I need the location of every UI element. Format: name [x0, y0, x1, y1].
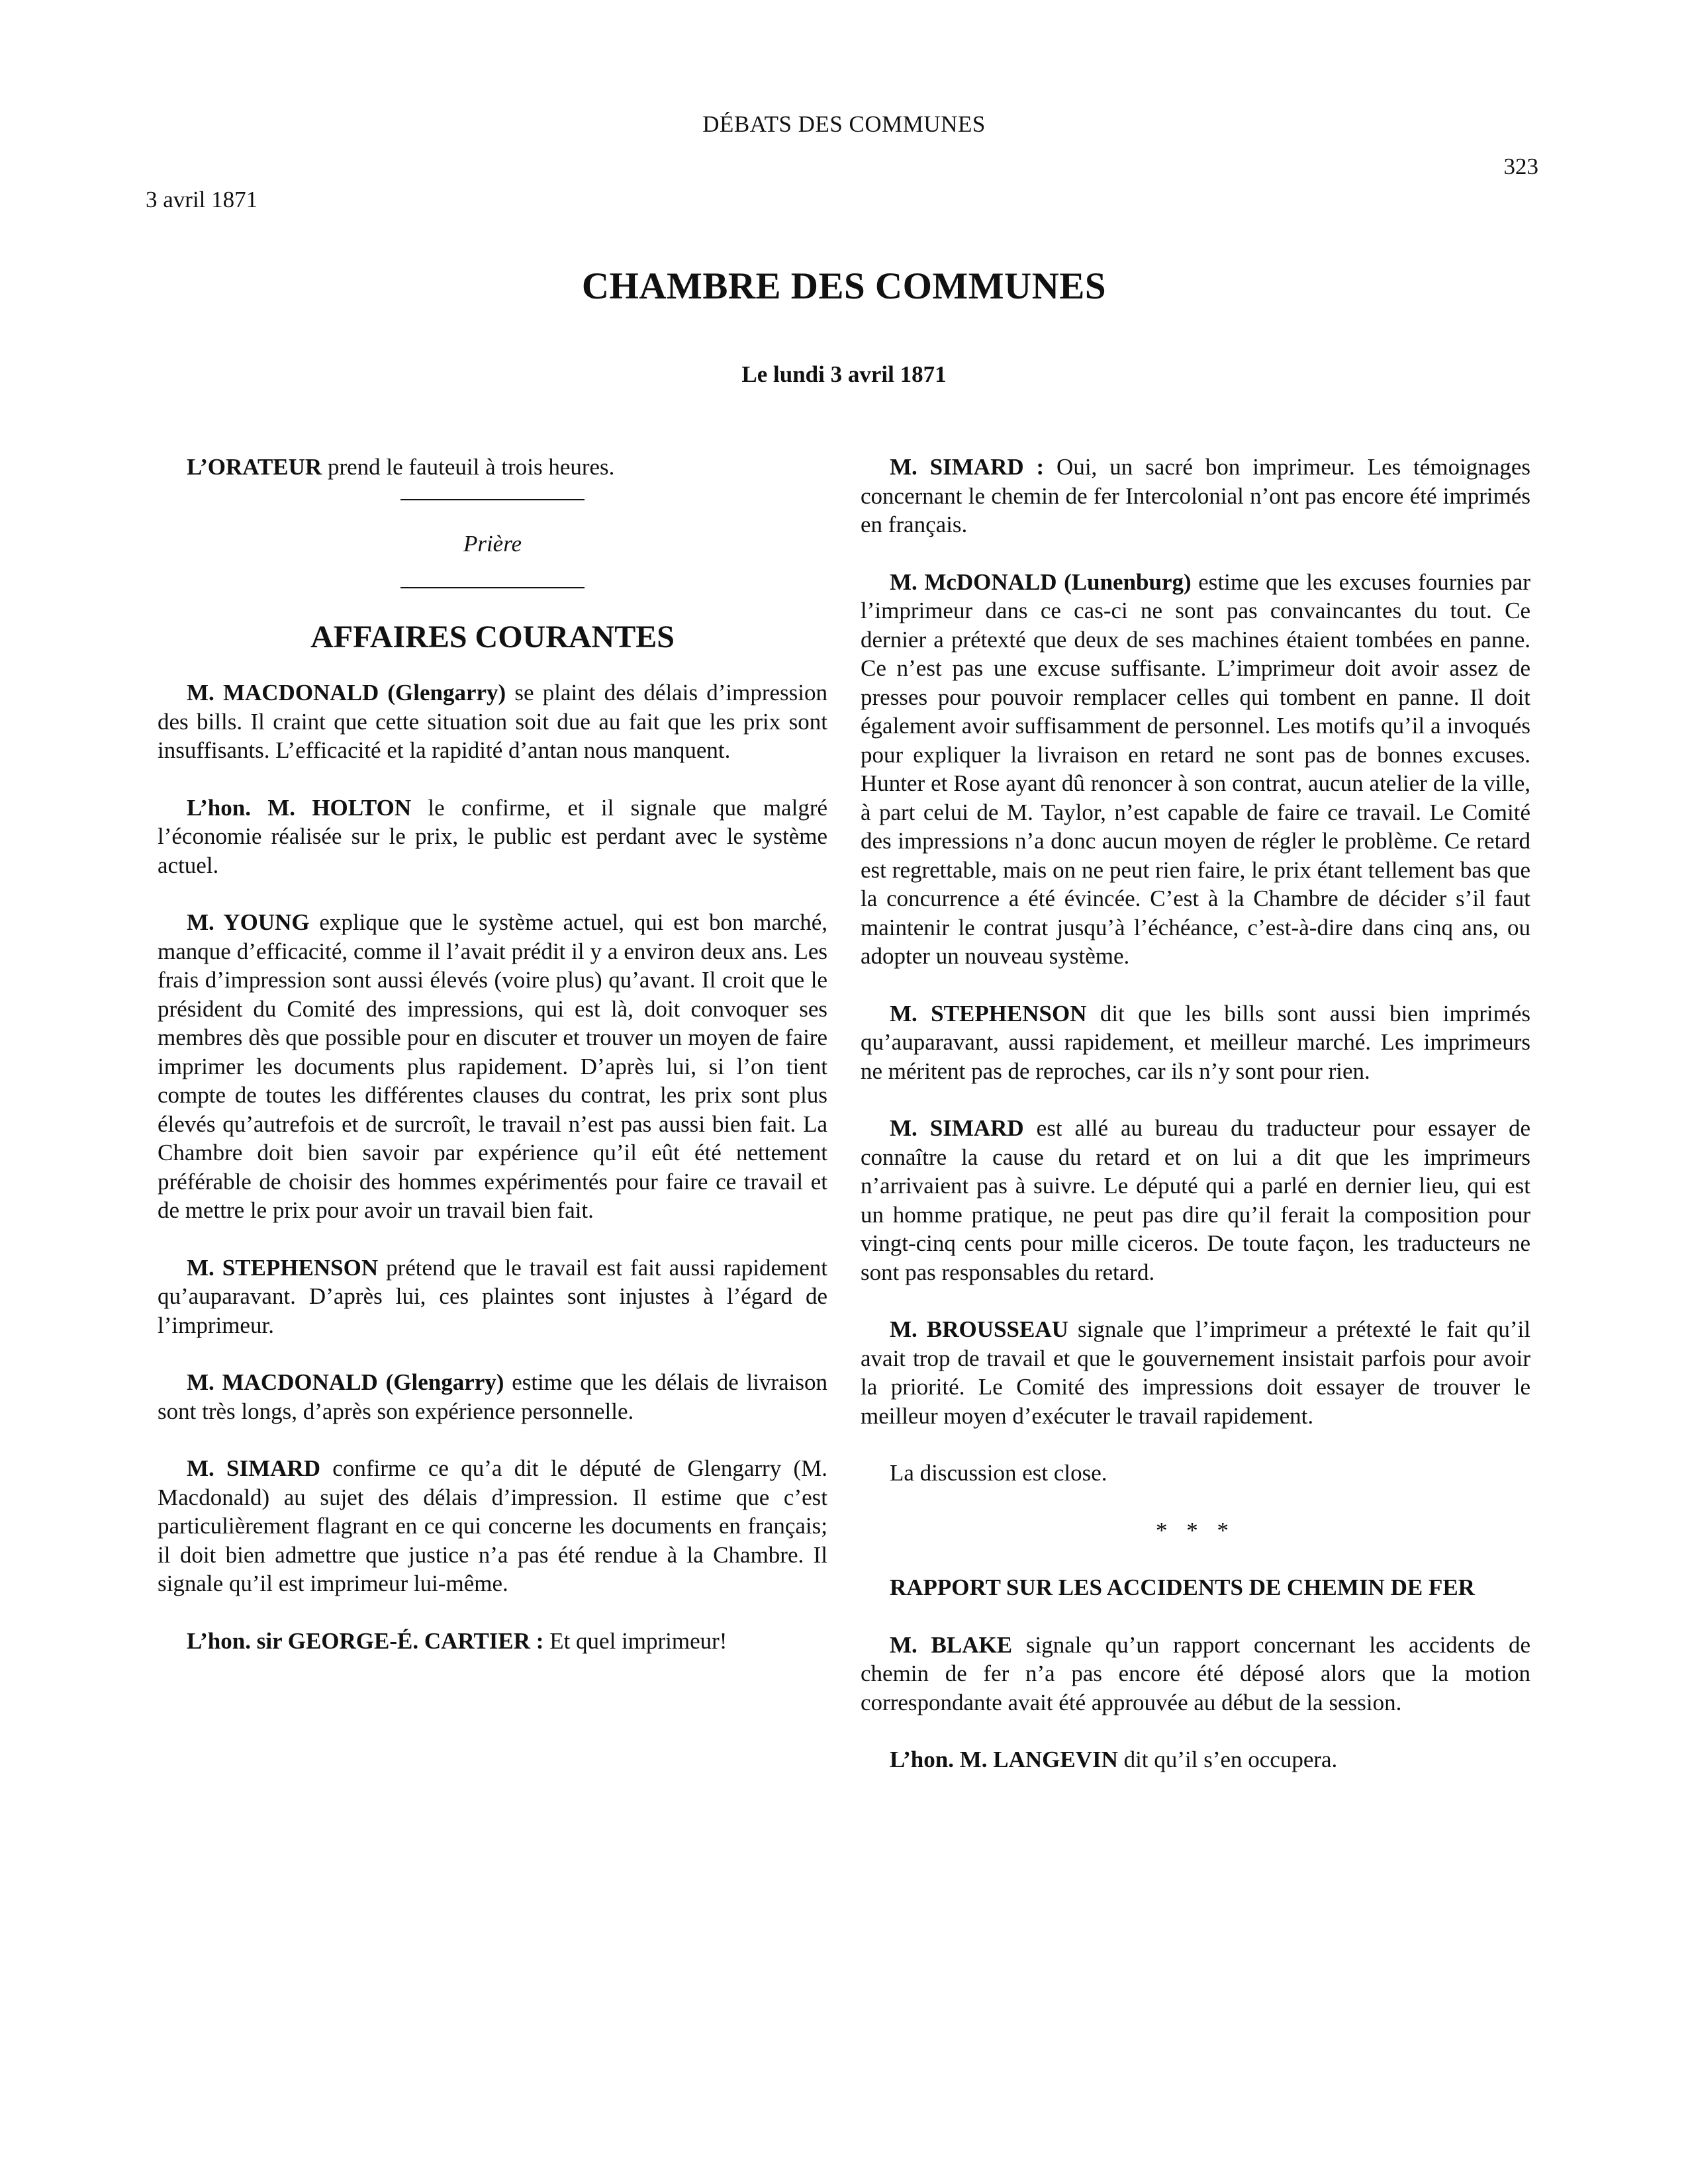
statement-paragraph	[861, 1114, 1530, 1287]
statement-text: est allé au bureau du traducteur pour essayer de connaître la cause du retard et on lui a dit que les imprimeurs n’arrivaient pas à suivre. Le député qui a parlé en dernier lieu, qui est un homme pratique, ne peut pas dire qu’il ferait la composition pour vingt-cinq cents pour mille ciceros. De toute façon, les traducteurs ne sont pas responsables du retard.	[861, 1115, 1531, 1285]
section-heading: AFFAIRES COURANTES	[310, 619, 675, 655]
statement-text: signale que l’imprimeur a prétexté le fait qu’il avait trop de travail et que le gouvernement insistait parfois pour avoir la priorité. Le Comité des impressions doit essayer de trouver le meilleur moyen d’exécuter le travail rapidement.	[861, 1316, 1530, 1429]
statement-paragraph	[158, 1368, 827, 1426]
speaker-name: M. SIMARD :	[890, 454, 1045, 480]
speaker-name: M. SIMARD	[187, 1455, 321, 1481]
divider-rule	[400, 499, 585, 500]
statement-paragraph	[861, 999, 1530, 1086]
speaker-name: M. BLAKE	[890, 1631, 1013, 1658]
statement-paragraph	[158, 908, 827, 1225]
divider-rule	[400, 587, 585, 588]
page-number: 323	[1503, 154, 1538, 179]
speaker-name: M. McDONALD (Lunenburg)	[890, 569, 1192, 595]
speaker-name: L’ORATEUR	[187, 454, 322, 480]
speaker-name: M. YOUNG	[187, 909, 310, 935]
statement-text: signale qu’un rapport concernant les accidents de chemin de fer n’a pas encore été déposé alors que la motion correspondante avait été approuvée au début de la session.	[861, 1631, 1530, 1715]
page-title: CHAMBRE DES COMMUNES	[581, 265, 1107, 307]
section-separator: * * *	[1156, 1517, 1235, 1543]
statement-text: prend le fauteuil à trois heures.	[322, 454, 615, 480]
prayer-label: Prière	[463, 530, 522, 557]
speaker-name: L’hon. M. LANGEVIN	[890, 1747, 1118, 1772]
discussion-closed: La discussion est close.	[890, 1460, 1107, 1486]
statement-text: explique que le système actuel, qui est bon marché, manque d’efficacité, comme il l’avait prédit il y a environ deux ans. Les frais d’impression sont aussi élevés (voire plus) qu’avant. Il croit que le président du Comité des impressions, qui est là, doit convoquer ses membres dès que possible pour en discuter et trouver un moyen de faire imprimer les documents plus rapidement. D’après lui, si l’on tient compte de toutes les différentes clauses du contrat, les prix sont plus élevés qu’autrefois et de surcroît, le travail n’est pas aussi bien fait. La Chambre doit bien savoir par expérience qu’il eût été nettement préférable de choisir des hommes expérimentés pour faire ce travail et de mettre le prix pour avoir un travail bien fait.	[158, 909, 828, 1223]
speaker-name: M. MACDONALD (Glengarry)	[187, 1369, 504, 1395]
speaker-name: M. MACDONALD (Glengarry)	[187, 680, 506, 705]
statement-text: Oui, un sacré bon imprimeur. Les témoignages concernant le chemin de fer Intercolonial n’ont pas encore été imprimés en français.	[861, 454, 1531, 537]
speaker-name: M. STEPHENSON	[890, 1000, 1087, 1026]
statement-text: prétend que le travail est fait aussi rapidement qu’auparavant. D’après lui, ces plaintes sont injustes à l’égard de l’imprimeur.	[158, 1254, 827, 1338]
statement-text: estime que les délais de livraison sont très longs, d’après son expérience personnelle.	[158, 1369, 827, 1424]
right-column	[861, 453, 1530, 1803]
speaker-takes-chair	[158, 453, 827, 482]
statement-paragraph	[861, 1745, 1530, 1774]
sitting-date: Le lundi 3 avril 1871	[741, 361, 947, 387]
statement-paragraph	[861, 1315, 1530, 1430]
speaker-name: M. STEPHENSON	[187, 1254, 379, 1281]
speaker-name: M. SIMARD	[890, 1115, 1024, 1141]
statement-text: le confirme, et il signale que malgré l’économie réalisée sur le prix, le public est perdant avec le système actuel.	[158, 794, 828, 878]
statement-text: dit que les bills sont aussi bien imprimés qu’auparavant, aussi rapidement, et meilleur marché. Les imprimeurs ne méritent pas de reproches, car ils n’y sont pour rien.	[861, 1000, 1530, 1084]
running-head: DÉBATS DES COMMUNES	[702, 111, 986, 137]
statement-text: dit qu’il s’en occupera.	[1117, 1747, 1338, 1772]
subsection-heading: RAPPORT SUR LES ACCIDENTS DE CHEMIN DE FER	[890, 1574, 1475, 1600]
statement-paragraph	[158, 1627, 827, 1656]
statement-paragraph	[158, 1454, 827, 1598]
statement-paragraph	[861, 453, 1530, 539]
page-date: 3 avril 1871	[146, 187, 258, 212]
statement-text: Et quel imprimeur!	[543, 1627, 727, 1654]
statement-paragraph	[158, 678, 827, 765]
statement-text: confirme ce qu’a dit le député de Glengarry (M. Macdonald) au sujet des délais d’impression. Il estime que c’est particulièrement flagrant en ce qui concerne les documents en français; il doit bien admettre que justice n’a pas été rendue à la Chambre. Il signale qu’il est imprimeur lui-même.	[158, 1455, 828, 1596]
statement-paragraph	[158, 794, 827, 880]
speaker-name: M. BROUSSEAU	[890, 1316, 1068, 1342]
speaker-name: L’hon. M. HOLTON	[187, 794, 412, 821]
left-column	[158, 453, 827, 1684]
statement-paragraph	[861, 568, 1530, 971]
statement-paragraph	[861, 1631, 1530, 1717]
statement-paragraph	[158, 1253, 827, 1340]
statement-text: se plaint des délais d’impression des bills. Il craint que cette situation soit due au fait que les prix sont insuffisants. L’efficacité et la rapidité d’antan nous manquent.	[158, 680, 827, 763]
speaker-name: L’hon. sir GEORGE-É. CARTIER :	[187, 1627, 544, 1654]
statement-text: estime que les excuses fournies par l’imprimeur dans ce cas-ci ne sont pas convaincantes du tout. Ce dernier a prétexté que deux de ses machines étaient tombées en panne. Ce n’est pas une excuse suffisante. L’imprimeur doit avoir assez de presses pour pouvoir remplacer celles qui tombent en panne. Il doit également avoir suffisamment de personnel. Les motifs qu’il a invoqués pour expliquer la livraison en retard ne sont pas de bonnes excuses. Hunter et Rose ayant dû renoncer à son contrat, aucun atelier de la ville, à part celui de M. Taylor, n’est capable de faire ce travail. Le Comité des impressions n’a donc aucun moyen de régler le problème. Ce retard est regrettable, mais on ne peut rien faire, le prix étant tellement bas que la concurrence a été évincée. C’est à la Chambre de décider s’il faut maintenir le contrat jusqu’à l’échéance, c’est-à-dire dans cinq ans, ou adopter un nouveau système.	[861, 569, 1530, 969]
